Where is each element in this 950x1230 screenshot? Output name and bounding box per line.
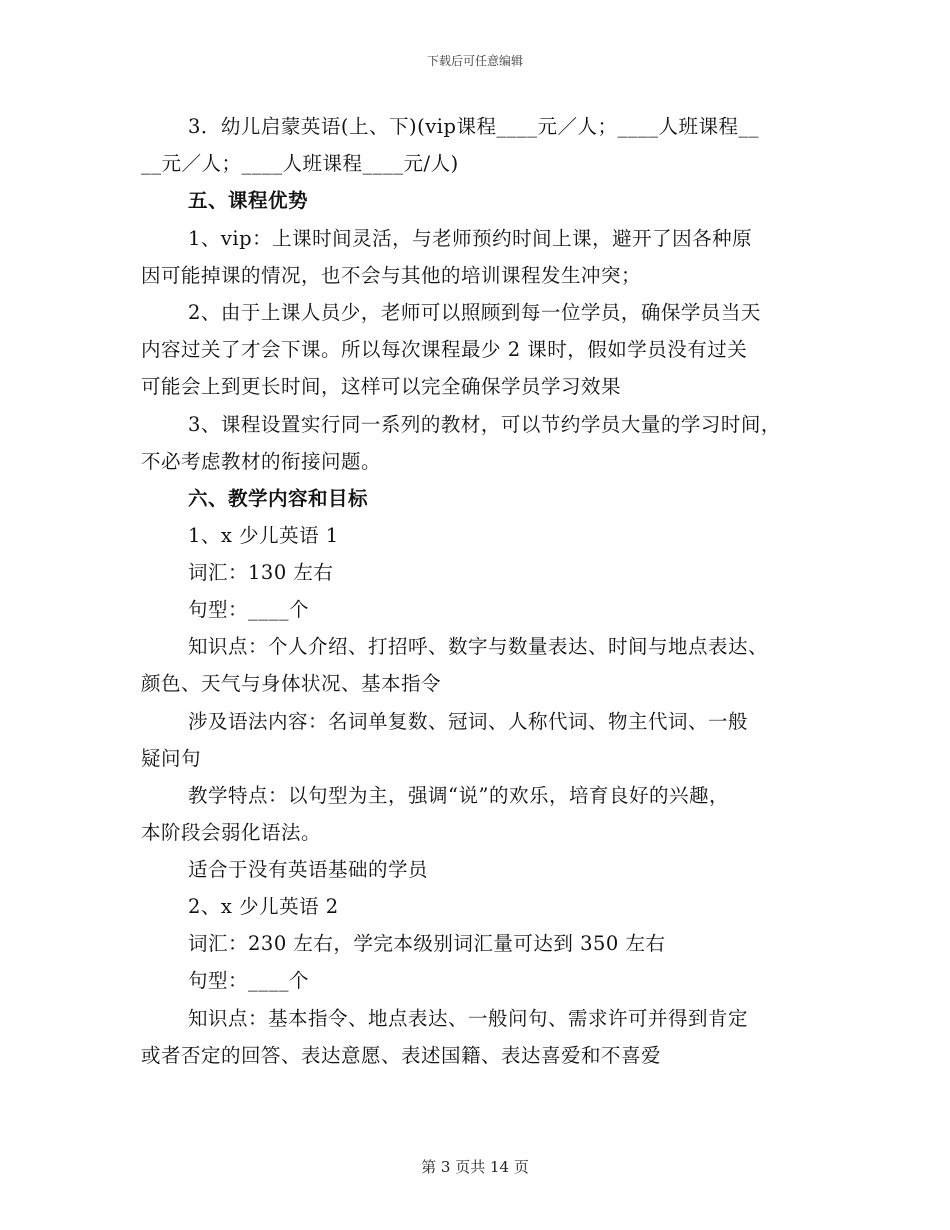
text-line: 1、x 少儿英语 1 [188, 524, 339, 547]
section-heading: 五、课程优势 [188, 189, 309, 212]
text-line: 不必考虑教材的衔接问题。 [141, 450, 382, 473]
text-line: 2、x 少儿英语 2 [188, 895, 339, 918]
text-line: 1、vip：上课时间灵活，与老师预约时间上课，避开了因各种原 [188, 227, 753, 250]
page-header: 下载后可任意编辑 [426, 54, 523, 68]
text-line: 3．幼儿启蒙英语(上、下)(vip课程____元／人；____人班课程__ [188, 115, 759, 138]
text-line: 词汇：130 左右 [188, 561, 334, 584]
text-line: 内容过关了才会下课。所以每次课程最少 2 课时，假如学员没有过关 [141, 338, 748, 361]
text-line: 句型：____个 [188, 969, 310, 992]
text-line: 2、由于上课人员少，老师可以照顾到每一位学员，确保学员当天 [188, 301, 761, 324]
text-line: 疑问句 [141, 747, 202, 770]
text-line: __元／人；____人班课程____元/人) [141, 152, 459, 175]
text-line: 词汇：230 左右，学完本级别词汇量可达到 350 左右 [188, 932, 666, 955]
text-line: 知识点：基本指令、地点表达、一般问句、需求许可并得到肯定 [188, 1007, 749, 1030]
text-line: 可能会上到更长时间，这样可以完全确保学员学习效果 [141, 375, 622, 398]
text-line: 句型：____个 [188, 598, 310, 621]
text-line: 涉及语法内容：名词单复数、冠词、人称代词、物主代词、一般 [188, 710, 749, 733]
text-line: 颜色、天气与身体状况、基本指令 [141, 672, 442, 695]
text-line: 本阶段会弱化语法。 [141, 821, 322, 844]
text-line: 因可能掉课的情况，也不会与其他的培训课程发生冲突； [141, 264, 642, 287]
text-line: 或者否定的回答、表达意愿、表述国籍、表达喜爱和不喜爱 [141, 1044, 662, 1067]
text-line: 3、课程设置实行同一系列的教材，可以节约学员大量的学习时间， [188, 413, 781, 436]
page-footer: 第 3 页共 14 页 [421, 1158, 529, 1176]
text-line: 适合于没有英语基础的学员 [188, 858, 429, 881]
section-heading: 六、教学内容和目标 [188, 487, 369, 510]
text-line: 知识点：个人介绍、打招呼、数字与数量表达、时间与地点表达、 [188, 635, 769, 658]
text-line: 教学特点：以句型为主，强调“说”的欢乐，培育良好的兴趣， [188, 784, 729, 807]
